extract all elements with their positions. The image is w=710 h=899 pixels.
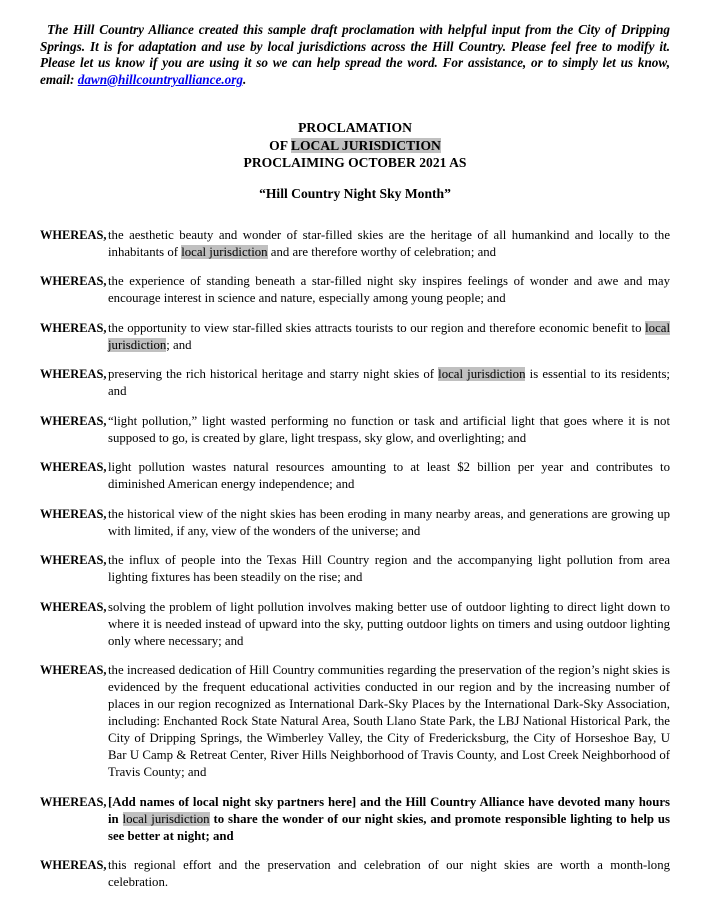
whereas-clause [40, 599, 670, 650]
whereas-label: WHEREAS, [40, 413, 107, 428]
title-line-proclaiming: PROCLAIMING OCTOBER 2021 AS [243, 154, 467, 170]
local-jurisdiction-highlight: local jurisdiction [438, 367, 526, 382]
whereas-text: the influx of people into the Texas Hill Country region and the accompanying light pollution from area lighting fixtures has been steadily on the rise; and [108, 553, 670, 585]
whereas-label: WHEREAS, [40, 794, 107, 809]
whereas-clause [40, 662, 670, 781]
whereas-text: the opportunity to view star-filled skies attracts tourists to our region and therefore economic benefit to local jurisdiction; and [108, 320, 670, 352]
local-jurisdiction-highlight: local jurisdiction [122, 811, 210, 826]
intro-note [40, 22, 670, 88]
whereas-label: WHEREAS, [40, 858, 107, 873]
whereas-text: light pollution wastes natural resources amounting to at least $2 billion per year and contributes to diminished American energy independence; and [108, 460, 670, 492]
email-link[interactable]: dawn@hillcountryalliance.org [77, 71, 243, 87]
whereas-clause [40, 506, 670, 540]
title-line-proclamation: PROCLAMATION [298, 120, 412, 136]
whereas-clause [40, 794, 670, 845]
intro-period: . [242, 71, 247, 87]
whereas-label: WHEREAS, [40, 553, 107, 568]
whereas-text: solving the problem of light pollution involves making better use of outdoor lighting to direct light down to where it is needed instead of upward into the sky, putting outdoor lights on timers and using outdoor lighting only where necessary; and [108, 599, 670, 648]
whereas-text: [Add names of local night sky partners here] and the Hill Country Alliance have devoted many hours in local jurisdiction to share the wonder of our night skies, and promote responsible lighting to help us see better at night; and [108, 794, 670, 843]
local-jurisdiction-highlight: local jurisdiction [108, 320, 670, 352]
title-line-jurisdiction [40, 137, 670, 154]
whereas-text: the aesthetic beauty and wonder of star-filled skies are the heritage of all humankind and locally to the inhabitants of local jurisdiction and are therefore worthy of celebration; and [108, 227, 670, 259]
whereas-text: the historical view of the night skies has been eroding in many nearby areas, and generations are growing up with limited, if any, view of the wonders of the universe; and [108, 506, 670, 538]
whereas-label: WHEREAS, [40, 227, 107, 242]
whereas-clause [40, 552, 670, 586]
whereas-label: WHEREAS, [40, 599, 107, 614]
whereas-text: the increased dedication of Hill Country communities regarding the preservation of the region’s night skies is evidenced by the frequent educational activities conducted in our region and by the increasing number of places in our region recognized as International Dark-Sky Places by the International Dark-Sky Association, including: Enchanted Rock State Natural Area, South Llano State Park, the LBJ National Historical Park, the City of Dripping Springs, the Wimberley Valley, the City of Fredericksburg, the City of Horseshoe Bay, U Bar U Camp & Retreat Center, River Hills Neighborhood of Travis County, and Lost Creek Neighborhood of Travis County; and [108, 663, 670, 780]
whereas-text: preserving the rich historical heritage and starry night skies of local jurisdiction is essential to its residents; and [108, 367, 670, 399]
whereas-label: WHEREAS, [40, 320, 107, 335]
whereas-text: the experience of standing beneath a star-filled night sky inspires feelings of wonder and awe and may encourage interest in science and nature, especially among young people; and [108, 274, 670, 306]
whereas-clause [40, 320, 670, 354]
local-jurisdiction-highlight: LOCAL JURISDICTION [290, 137, 441, 153]
whereas-label: WHEREAS, [40, 663, 107, 678]
title-of-prefix: OF [269, 137, 291, 153]
whereas-clause [40, 273, 670, 307]
whereas-label: WHEREAS, [40, 367, 107, 382]
whereas-clause [40, 227, 670, 261]
intro-text: The Hill Country Alliance created this sample draft proclamation with helpful input from the City of Dripping Springs. It is for adaptation and use by local jurisdictions across the Hill Country. Please feel free to modify it. Please let us know if you are using it so we can help spread the word. For assistance, or to simply let us know, email: [40, 22, 670, 87]
whereas-label: WHEREAS, [40, 506, 107, 521]
whereas-list [40, 227, 670, 892]
whereas-label: WHEREAS, [40, 460, 107, 475]
whereas-clause [40, 366, 670, 400]
title-block [40, 119, 670, 202]
whereas-label: WHEREAS, [40, 274, 107, 289]
whereas-text: this regional effort and the preservation and celebration of our night skies are worth a month-long celebration. [108, 858, 670, 890]
whereas-clause [40, 413, 670, 447]
whereas-clause [40, 459, 670, 493]
whereas-clause [40, 857, 670, 891]
document-subtitle: “Hill Country Night Sky Month” [259, 186, 451, 202]
whereas-text: “light pollution,” light wasted performing no function or task and artificial light that goes where it is not supposed to go, is created by glare, light trespass, sky glow, and overlighting; and [108, 413, 670, 445]
local-jurisdiction-highlight: local jurisdiction [181, 244, 268, 259]
